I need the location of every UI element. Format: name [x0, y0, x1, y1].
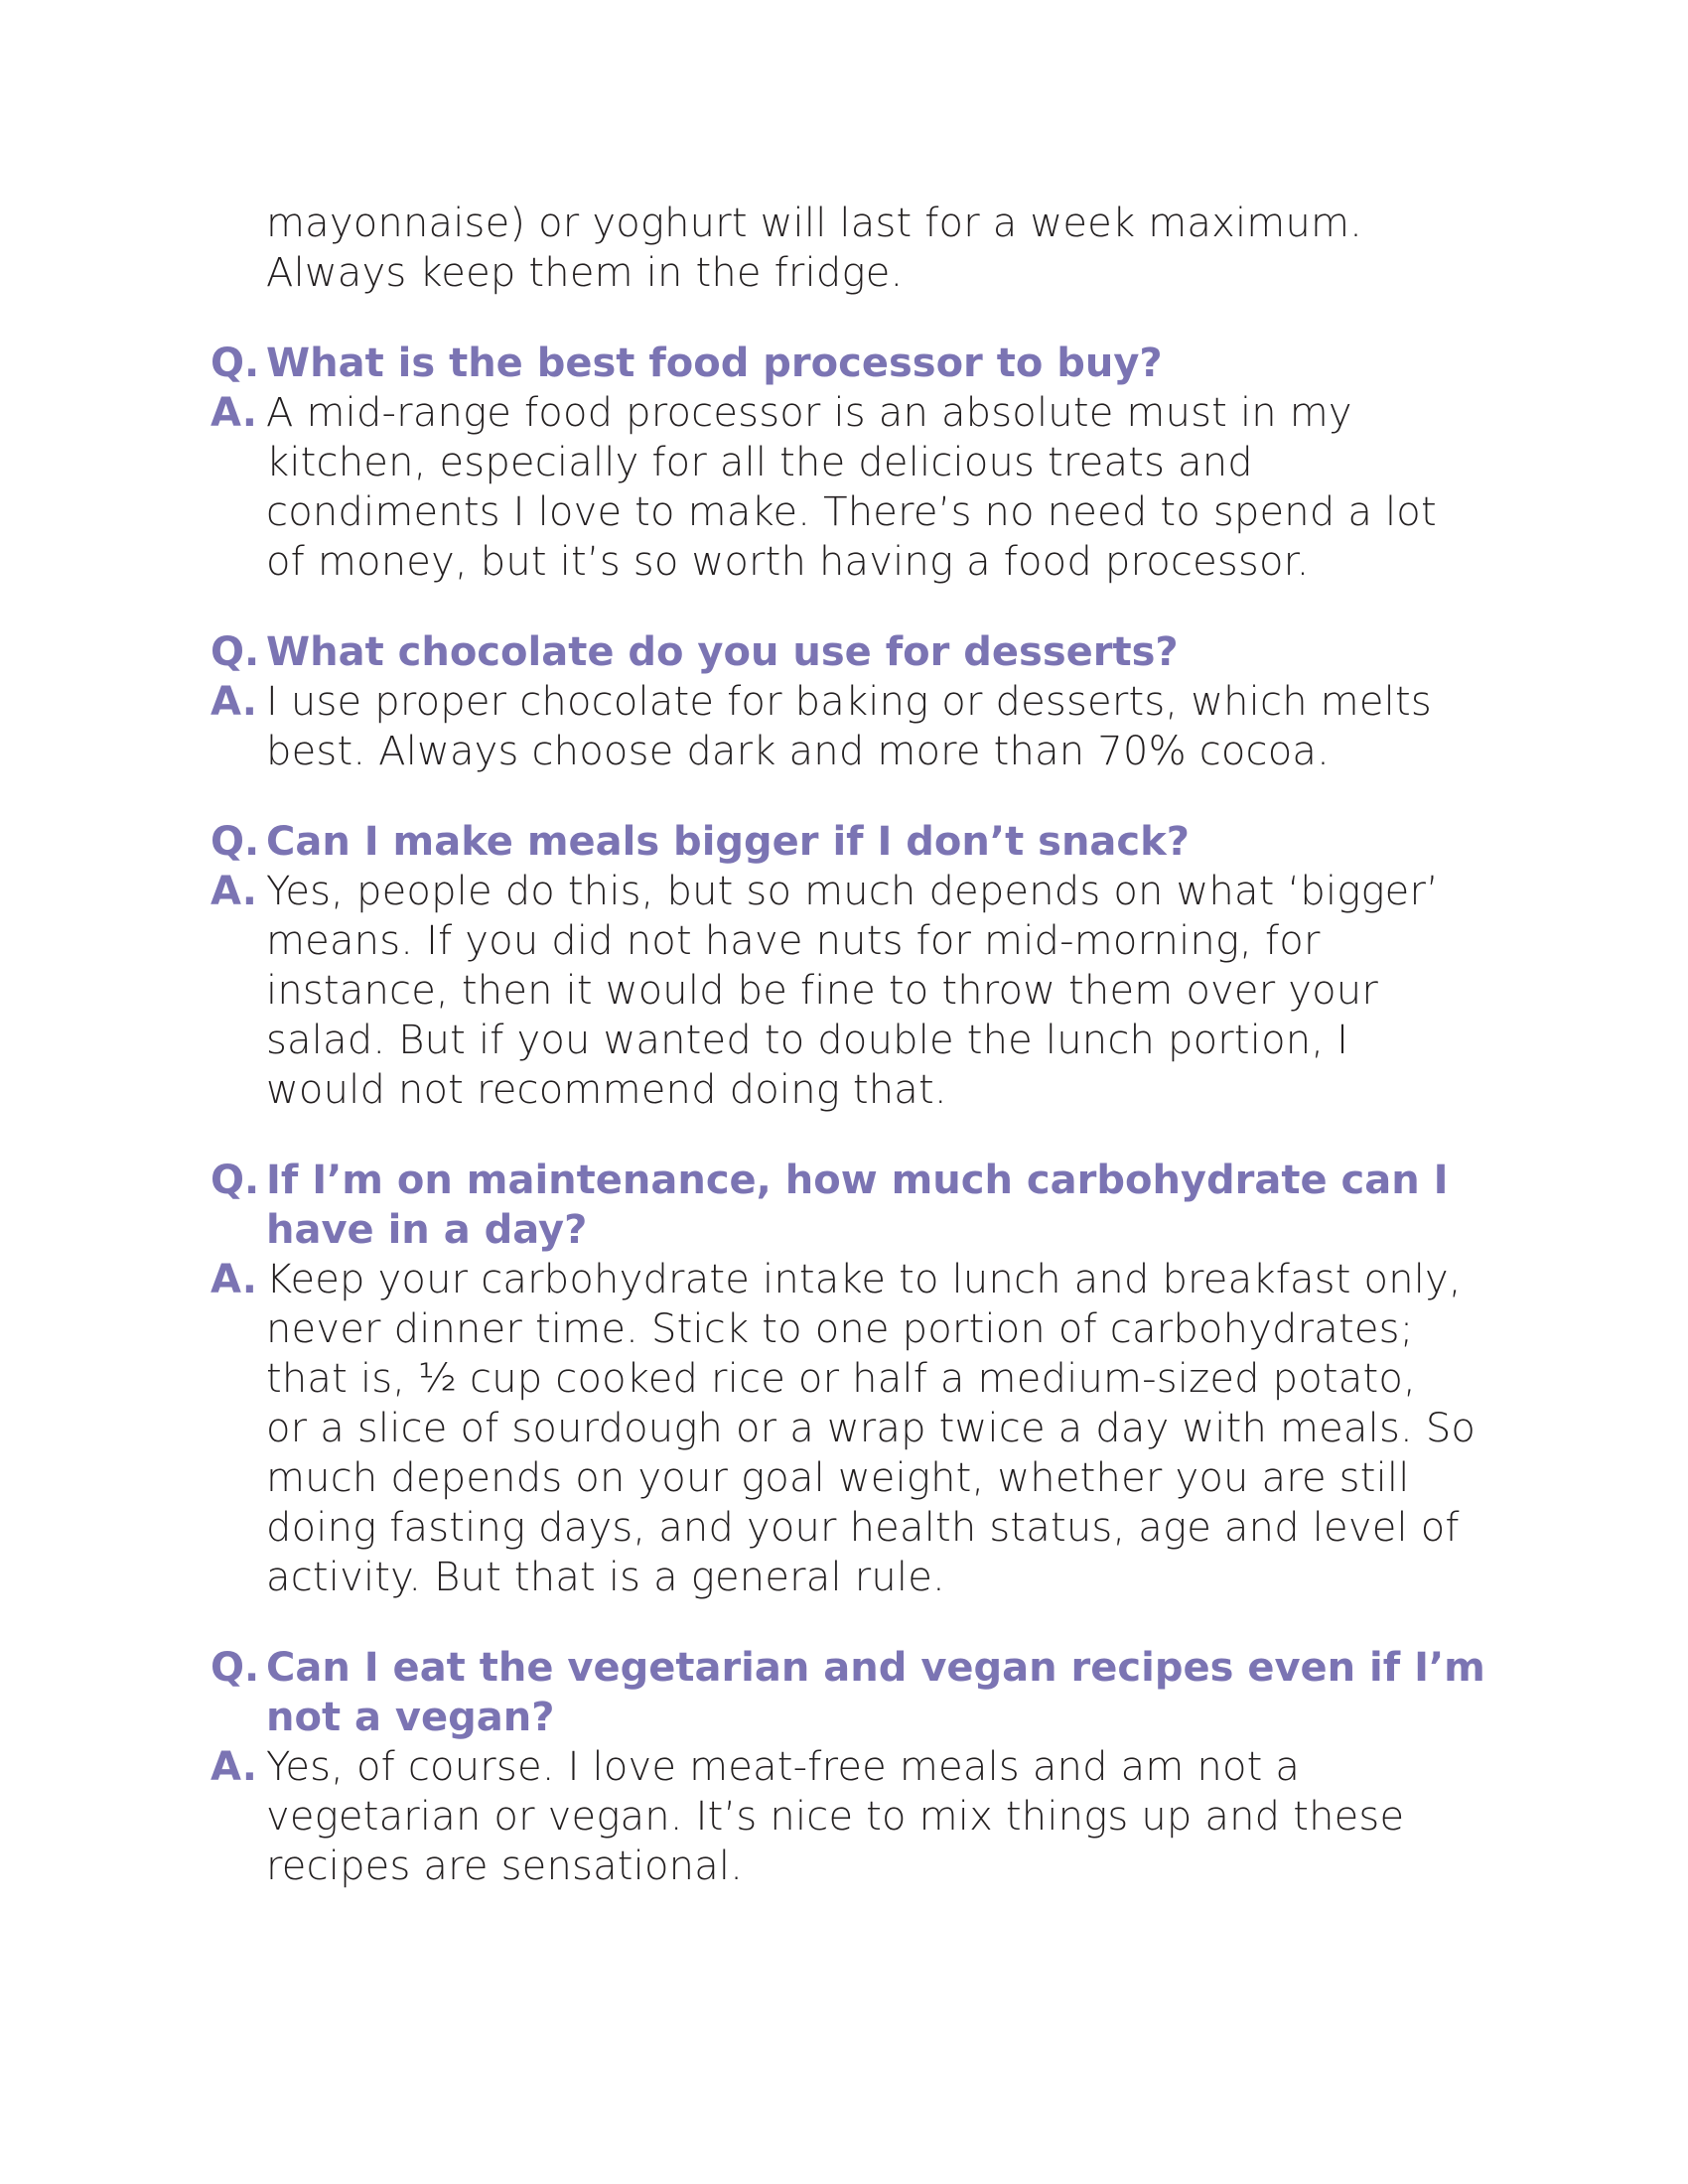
- answer-line: means. If you did not have nuts for mid-morning, for: [266, 918, 1321, 964]
- question-line: have in a day?: [266, 1207, 588, 1253]
- question-marker: Q.: [211, 341, 260, 386]
- question-row: [211, 627, 1501, 677]
- question-line: Can I eat the vegetarian and vegan recipes even if I’m: [266, 1645, 1485, 1691]
- answer-marker: A.: [211, 390, 257, 436]
- faq-item: [211, 1156, 1501, 1602]
- answer-line: vegetarian or vegan. It’s nice to mix things up and these: [266, 1794, 1405, 1840]
- answer-marker: A.: [211, 679, 257, 725]
- answer-line: Keep your carbohydrate intake to lunch and breakfast only,: [266, 1257, 1462, 1302]
- answer-line: salad. But if you wanted to double the lunch portion, I: [266, 1018, 1349, 1063]
- question-line: If I’m on maintenance, how much carbohydrate can I: [266, 1158, 1449, 1203]
- answer-line: Yes, of course. I love meat-free meals and am not a: [266, 1744, 1301, 1790]
- answer-line: A mid-range food processor is an absolute must in my: [266, 390, 1352, 436]
- answer-text: [266, 867, 1501, 1115]
- faq-item: [211, 339, 1501, 587]
- faq-item: [211, 627, 1501, 776]
- answer-line: that is, ½ cup cooked rice or half a medium-sized potato,: [266, 1356, 1416, 1402]
- answer-line: Yes, people do this, but so much depends on what ‘bigger’: [266, 869, 1440, 914]
- answer-text: [266, 388, 1501, 587]
- question-line: not a vegan?: [266, 1695, 555, 1740]
- question-row: [211, 817, 1501, 867]
- answer-row: [211, 1742, 1501, 1891]
- answer-line: much depends on your goal weight, whether you are still: [266, 1455, 1410, 1501]
- answer-text: [266, 1742, 1501, 1891]
- question-text: [266, 1643, 1501, 1742]
- question-line: What is the best food processor to buy?: [266, 341, 1163, 386]
- answer-row: [211, 867, 1501, 1115]
- answer-line: activity. But that is a general rule.: [266, 1555, 945, 1600]
- answer-line: or a slice of sourdough or a wrap twice a day with meals. So: [266, 1406, 1477, 1451]
- answer-row: [211, 1255, 1501, 1602]
- continued-answer: [266, 199, 1501, 298]
- answer-line: of money, but it’s so worth having a food processor.: [266, 539, 1310, 585]
- question-text: [266, 817, 1501, 867]
- answer-line: would not recommend doing that.: [266, 1067, 947, 1113]
- answer-marker: A.: [211, 869, 257, 914]
- answer-row: [211, 677, 1501, 776]
- question-marker: Q.: [211, 819, 260, 865]
- answer-line: best. Always choose dark and more than 70% cocoa.: [266, 729, 1331, 774]
- question-text: [266, 627, 1501, 677]
- answer-line: I use proper chocolate for baking or desserts, which melts: [266, 679, 1432, 725]
- answer-line: never dinner time. Stick to one portion of carbohydrates;: [266, 1306, 1414, 1352]
- question-text: [266, 339, 1501, 388]
- answer-line: condiments I love to make. There’s no need to spend a lot: [266, 489, 1437, 535]
- question-line: What chocolate do you use for desserts?: [266, 629, 1179, 675]
- answer-row: [211, 388, 1501, 587]
- text-line: mayonnaise) or yoghurt will last for a week maximum.: [266, 201, 1363, 246]
- faq-item: [211, 1643, 1501, 1891]
- text-line: Always keep them in the fridge.: [266, 250, 904, 296]
- answer-line: recipes are sensational.: [266, 1843, 744, 1889]
- question-row: [211, 339, 1501, 388]
- answer-line: kitchen, especially for all the delicious treats and: [266, 440, 1253, 485]
- faq-item: [211, 817, 1501, 1115]
- answer-text: [266, 1255, 1501, 1602]
- question-row: [211, 1643, 1501, 1742]
- question-row: [211, 1156, 1501, 1255]
- question-marker: Q.: [211, 629, 260, 675]
- question-marker: Q.: [211, 1645, 260, 1691]
- question-line: Can I make meals bigger if I don’t snack?: [266, 819, 1190, 865]
- faq-page: [211, 199, 1501, 1891]
- question-text: [266, 1156, 1501, 1255]
- answer-line: doing fasting days, and your health status, age and level of: [266, 1505, 1460, 1551]
- answer-marker: A.: [211, 1744, 257, 1790]
- answer-line: instance, then it would be fine to throw them over your: [266, 968, 1379, 1014]
- question-marker: Q.: [211, 1158, 260, 1203]
- answer-marker: A.: [211, 1257, 257, 1302]
- answer-text: [266, 677, 1501, 776]
